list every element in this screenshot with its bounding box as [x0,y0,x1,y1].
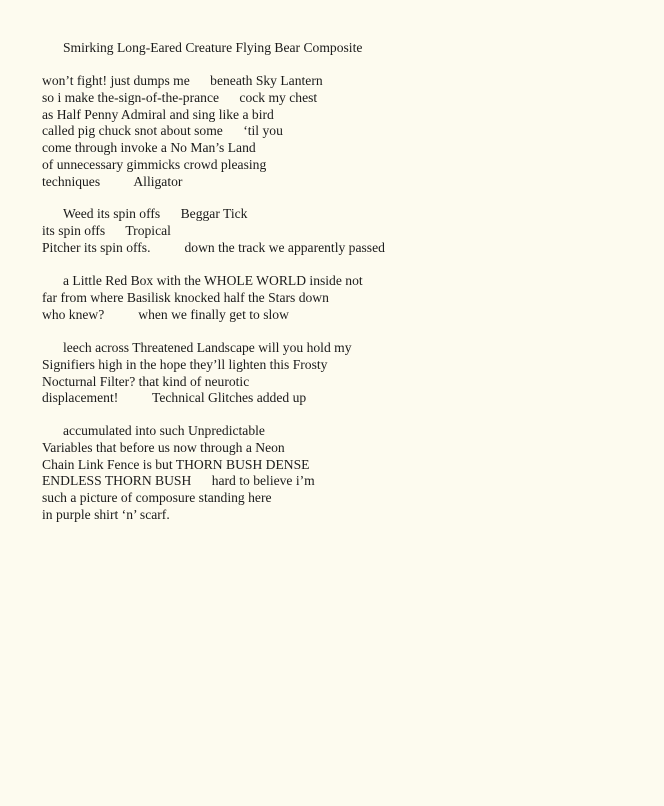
poem-line: Nocturnal Filter? that kind of neurotic [42,373,250,389]
poem-line: its spin offs Tropical [42,222,171,238]
stanza [42,73,323,191]
poem-line: a Little Red Box with the WHOLE WORLD inside not [63,273,363,288]
poem-line: who knew? when we finally get to slow [42,306,289,322]
stanza [42,423,315,524]
poem-line: of unnecessary gimmicks crowd pleasing [42,156,267,172]
poem-line: displacement! Technical Glitches added up [42,390,307,406]
poem-line: Variables that before us now through a Neon [42,439,285,455]
poem-line: such a picture of composure standing here [42,490,272,506]
poem-line: Signifiers high in the hope they’ll lighten this Frosty [42,356,328,372]
poem-line: ENDLESS THORN BUSH hard to believe i’m [42,473,315,489]
poem-line: Weed its spin offs Beggar Tick [63,206,248,221]
poem-line: Chain Link Fence is but THORN BUSH DENSE [42,456,310,472]
poem-title: Smirking Long-Eared Creature Flying Bear Composite [63,40,363,55]
poem-line: won’t fight! just dumps me beneath Sky Lantern [42,73,323,88]
poem-line: accumulated into such Unpredictable [63,423,265,438]
poem-line: come through invoke a No Man’s Land [42,140,256,156]
poem-line: as Half Penny Admiral and sing like a bird [42,106,274,122]
stanza [42,340,352,407]
poem-line: so i make the-sign-of-the-prance cock my chest [42,89,318,105]
poem-line: leech across Threatened Landscape will you hold my [63,340,352,355]
stanza [42,273,363,323]
poem-line: called pig chuck snot about some ‘til you [42,123,283,139]
poem-line: in purple shirt ‘n’ scarf. [42,506,170,522]
poem-line: far from where Basilisk knocked half the Stars down [42,289,329,305]
stanza [42,206,385,256]
poem-line: Pitcher its spin offs. down the track we apparently passed [42,239,385,255]
poem-line: techniques Alligator [42,173,183,189]
